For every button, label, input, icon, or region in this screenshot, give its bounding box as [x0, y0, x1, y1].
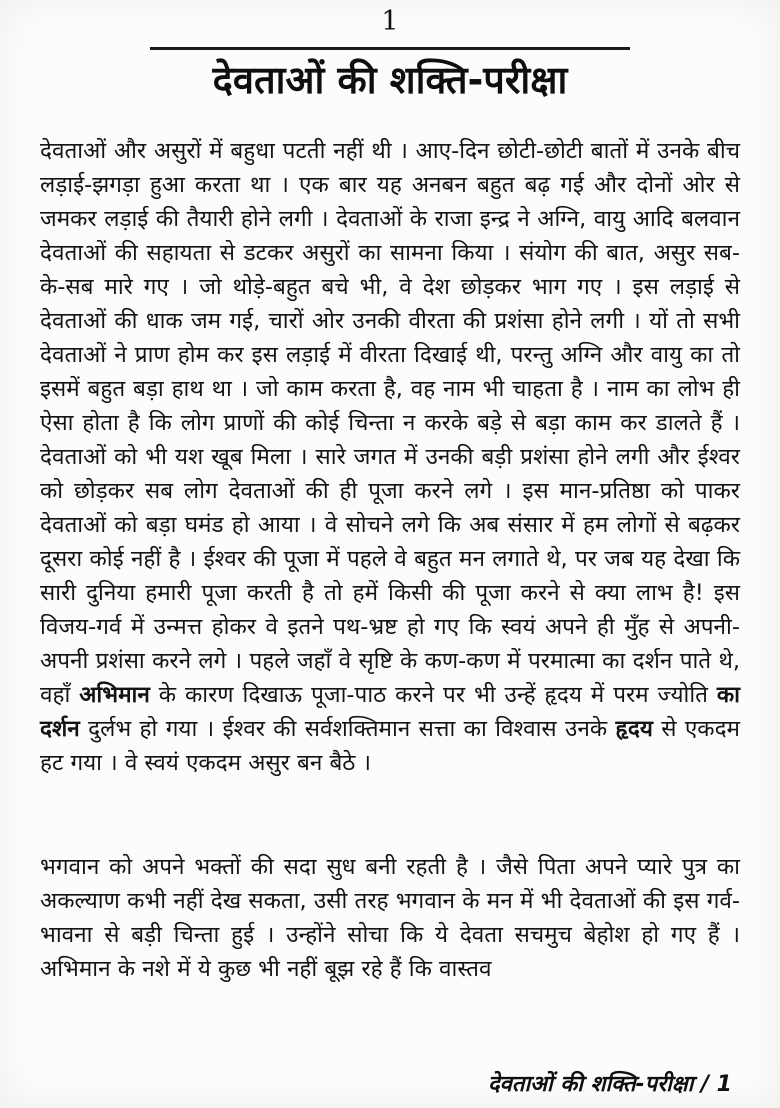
paragraph-2-text: भगवान को अपने भक्तों की सदा सुध बनी रहती है । जैसे पिता अपने प्यारे पुत्र का अकल्याण कभी नहीं देख सकता, उसी तरह भगवान के मन में भी देवताओं की इस गर्व-भावना से बड़ी चिन्ता हुई । उन्होंने सोचा कि ये देवता सचमुच बेहोश हो गए हैं । अभिमान के नशे में ये कुछ भी नहीं बूझ रहे हैं कि वास्तव: [40, 853, 740, 982]
page-number: 1: [381, 6, 399, 37]
chapter-title: देवताओं की शक्ति-परीक्षा: [212, 58, 568, 102]
bold-phrase-ka-darshan: का दर्शन: [40, 681, 741, 742]
bold-word-abhimaan: अभिमान: [79, 681, 150, 708]
paragraph-1-text: दुर्लभ हो गया । ईश्वर की सर्वशक्तिमान सत्ता का विश्वास उनके: [79, 715, 616, 742]
paragraph-1-text: देवताओं और असुरों में बहुधा पटती नहीं थी । आए-दिन छोटी-छोटी बातों में उनके बीच लड़ाई-झगड़ा हुआ करता था । एक बार यह अनबन बहुत बढ़ गई और दोनों ओर से जमकर लड़ाई की तैयारी होने लगी । देवताओं के राजा इन्द्र ने अग्नि, वायु आदि बलवान देवताओं की सहायता से डटकर असुरों का सामना किया । संयोग की बात, असुर सब-के-सब मारे गए । जो थोड़े-बहुत बचे भी, वे देश छोड़कर भाग गए । इस लड़ाई से देवताओं की धाक जम गई, चारों ओर उनकी वीरता की प्रशंसा होने लगी । यों तो सभी देवताओं ने प्राण होम कर इस लड़ाई में वीरता दिखाई थी, परन्तु अग्नि और वायु का तो इसमें बहुत बड़ा हाथ था । जो काम करता है, वह नाम भी चाहता है । नाम का लोभ ही ऐसा होता है कि लोग प्राणों की कोई चिन्ता न करके बड़े से बड़ा काम कर डालते हैं । देवताओं को भी यश खूब मिला । सारे जगत में उनकी बड़ी प्रशंसा होने लगी और ईश्वर को छोड़कर सब लोग देवताओं की ही पूजा करने लगे । इस मान-प्रतिष्ठा को पाकर देवताओं को बड़ा घमंड हो आया । वे सोचने लगे कि अब संसार में हम लोगों से बढ़कर दूसरा कोई नहीं है । ईश्वर की पूजा में पहले वे बहुत मन लगाते थे, पर जब यह देखा कि सारी दुनिया हमारी पूजा करती है तो हमें किसी की पूजा करने से क्या लाभ है! इस विजय-गर्व में उन्मत्त होकर वे इतने पथ-भ्रष्ट हो गए कि स्वयं अपने ही मुँह से अपनी-अपनी प्रशंसा करने लगे । पहले जहाँ वे सृष्टि के कण-कण में परमात्मा का दर्शन पाते थे, वहाँ: [40, 137, 740, 708]
title-divider: [150, 47, 630, 50]
running-footer: देवताओं की शक्ति-परीक्षा / 1: [488, 1072, 732, 1097]
paragraph-1-text: के कारण दिखाऊ पूजा-पाठ करने पर भी उन्हें हृदय में परम ज्योति: [149, 681, 717, 708]
bold-word-hriday: हृदय: [615, 715, 653, 742]
paragraph-1: [40, 134, 740, 780]
paragraph-2: [40, 850, 740, 986]
page-body: [0, 134, 780, 986]
paragraph-1-text: से एकदम हट गया । वे स्वयं एकदम असुर बन बैठे ।: [40, 715, 740, 776]
